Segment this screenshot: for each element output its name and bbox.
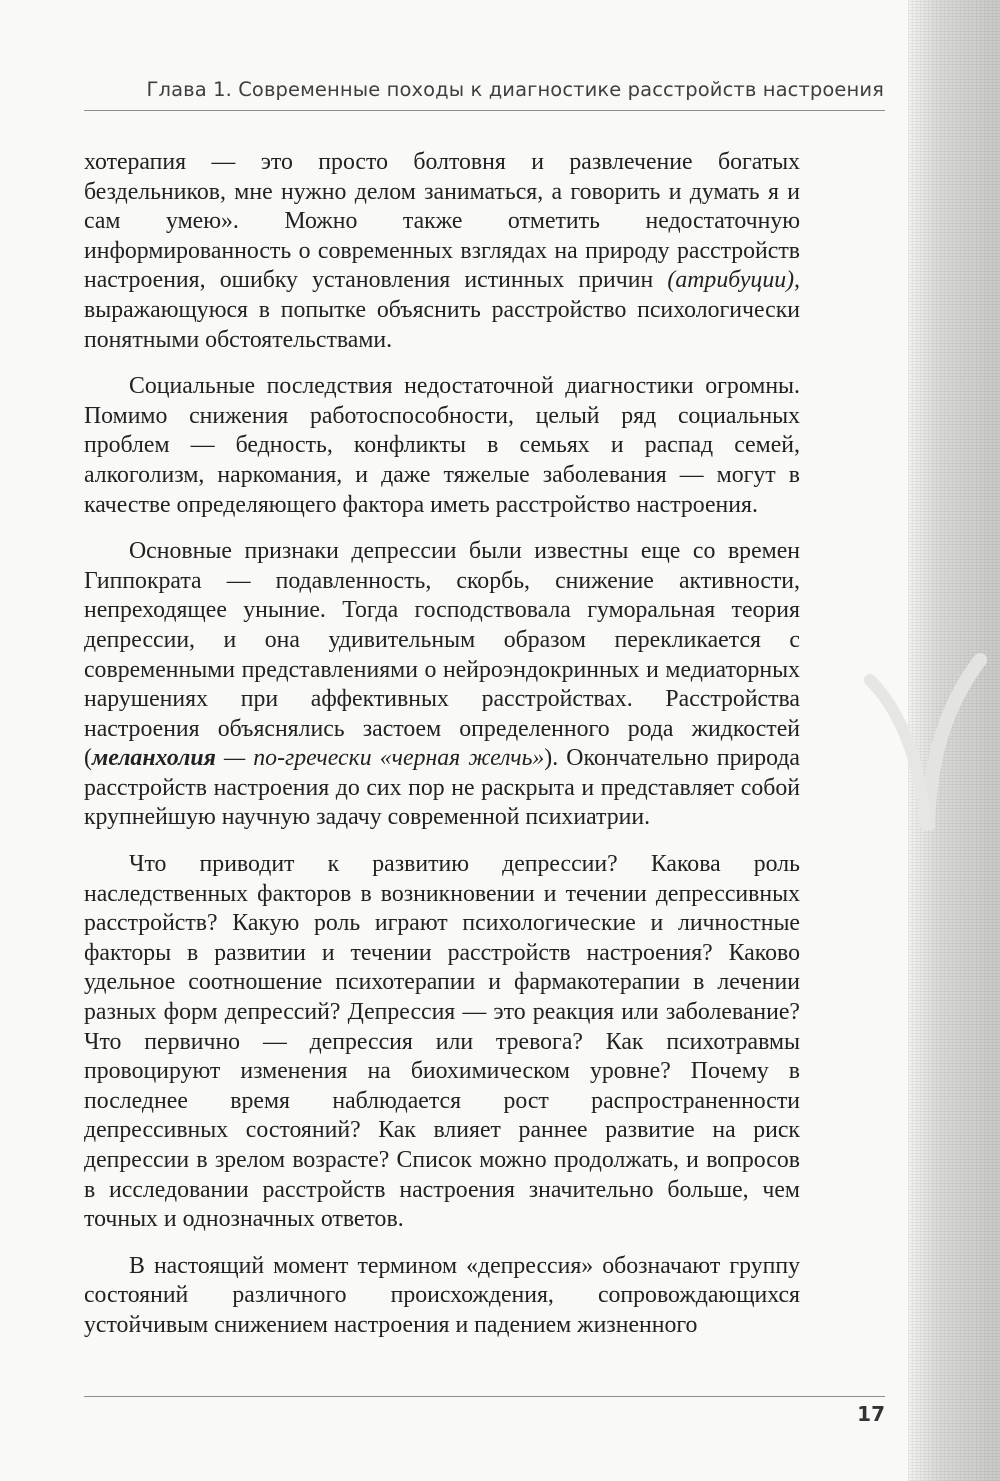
- paragraph-2: Социальные последствия недостаточной диагностики огромны. Помимо снижения работоспособности, целый ряд социальных проблем — бедность, конфликты в семьях и распад семей, алкоголизм, наркомания, и даже тяжелые заболевания — могут в качестве определяющего фактора иметь расстройство настроения.: [84, 373, 800, 518]
- paragraph-1-text-a: хотерапия — это просто болтовня и развлечение богатых бездельников, мне нужно делом заниматься, а говорить и думать я и сам умею». Можно также отметить недостаточную информированность о современных взглядах на природу расстройств настроения, ошибку установления истинных причин: [84, 149, 800, 294]
- paragraph-1-text-b: выражающуюся в попытке объяснить расстройство психологически понятными обстоятельствами.: [84, 296, 800, 353]
- paragraph-5: В настоящий момент термином «депрессия» обозначают группу состояний различного происхождения, сопровождающихся устойчивым снижением настроения и падением жизненного: [84, 1252, 800, 1338]
- paragraph-1: [84, 148, 800, 355]
- paragraph-3: [84, 537, 800, 833]
- paragraph-3-bold-term: меланхолия: [91, 745, 216, 772]
- running-header: Глава 1. Современные походы к диагностике расстройств настроения: [146, 78, 884, 101]
- footer-rule: [84, 1396, 885, 1397]
- paragraph-1-italic: (атрибуции),: [667, 267, 800, 294]
- header-rule: [84, 110, 885, 111]
- page-number: 17: [857, 1402, 885, 1426]
- paragraph-3-text-a: Основные признаки депрессии были известны еще со времен Гиппократа — подавленность, скорбь, снижение активности, непреходящее уныние. Тогда господствовала гуморальная теория депрессии, и она удивительным образом перекликается с современными представлениями о нейроэндокринных и медиаторных нарушениях при аффективных расстройствах. Расстройства настроения объяснялись застоем определенного рода жидкостей (: [84, 538, 800, 772]
- page-edge-watermark: [830, 640, 1000, 830]
- paragraph-3-text-b: ). Окончательно природа расстройств настроения до сих пор не раскрыта и представляет собой крупнейшую научную задачу современной психиатрии.: [84, 745, 800, 831]
- paragraph-4: Что приводит к развитию депрессии? Какова роль наследственных факторов в возникновении и течении депрессивных расстройств? Какую роль играют психологические и личностные факторы в развитии и течении расстройств настроения? Каково удельное соотношение психотерапии и фармакотерапии в лечении разных форм депрессий? Депрессия — это реакция или заболевание? Что первично — депрессия или тревога? Как психотравмы провоцируют изменения на биохимическом уровне? Почему в последнее время наблюдается рост распространенности депрессивных состояний? Как влияет раннее развитие на риск депрессии в зрелом возрасте? Список можно продолжать, и вопросов в исследовании расстройств настроения значительно больше, чем точных и однозначных ответов.: [84, 851, 800, 1233]
- main-text: [84, 148, 800, 1341]
- paragraph-3-italic: — по-гречески «черная желчь»: [215, 745, 545, 772]
